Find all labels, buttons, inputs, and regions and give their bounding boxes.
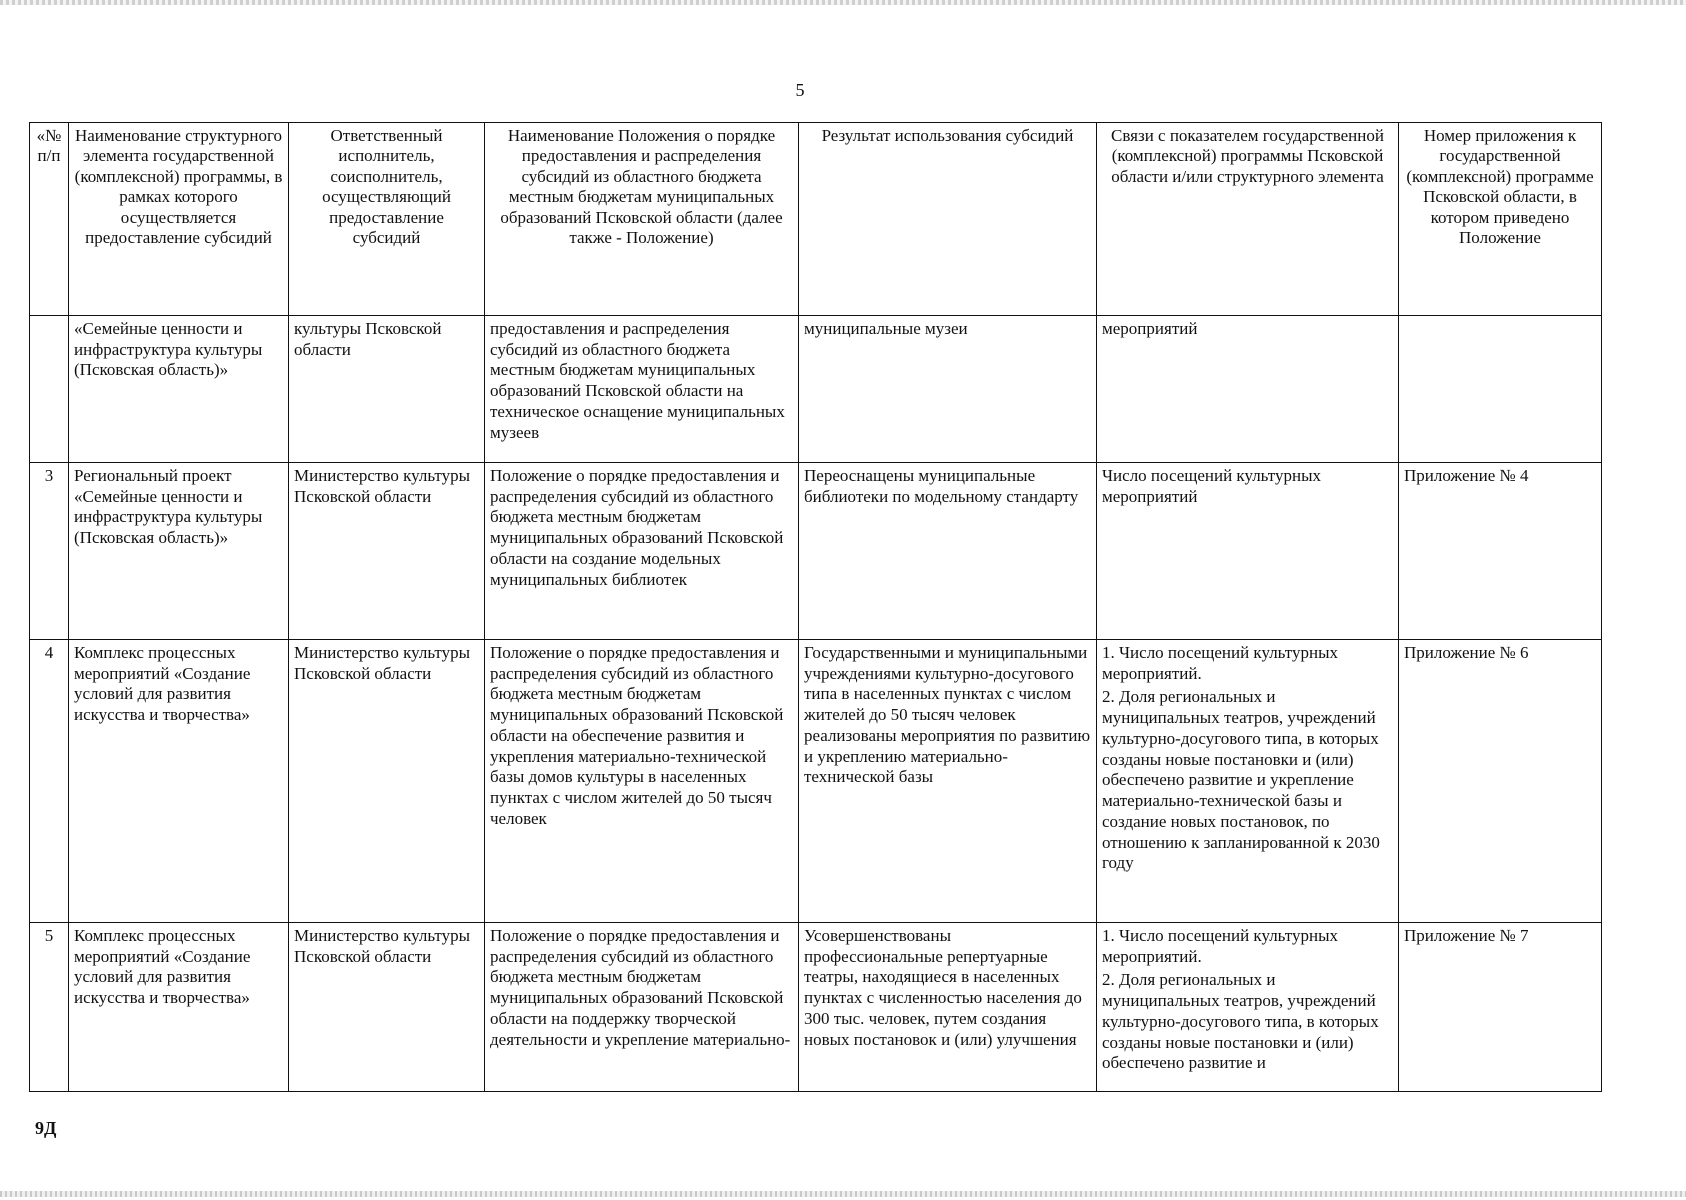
row-result: Усовершенствованы профессиональные репертуарные театры, находящиеся в населенных пунктах с численностью населения до 300 тыс. человек, путем создания новых постановок и (или) улучшения (799, 923, 1097, 1092)
header-executor: Ответственный исполнитель, соисполнитель, осуществляющий предоставление субсидий (289, 123, 485, 316)
row-number (30, 316, 69, 463)
row-links (1097, 923, 1399, 1092)
table-row (30, 463, 1602, 640)
row-links (1097, 316, 1399, 463)
row-appendix: Приложение № 6 (1399, 640, 1602, 923)
row-link-item: 2. Доля региональных и муниципальных театров, учреждений культурно-досугового типа, в которых созданы новые постановки и (или) обеспечено развитие и укрепление материально-технической базы и создание новых постановок, по отношению к запланированной к 2030 году (1102, 687, 1380, 873)
header-number: «№ п/п (30, 123, 69, 316)
row-number: 3 (30, 463, 69, 640)
scan-edge-bottom (0, 1191, 1686, 1197)
header-structural-element: Наименование структурного элемента государственной (комплексной) программы, в рамках которого осуществляется предоставление субсидий (69, 123, 289, 316)
table-row (30, 316, 1602, 463)
table-row (30, 923, 1602, 1092)
row-appendix (1399, 316, 1602, 463)
row-link-item: 1. Число посещений культурных мероприятий. (1102, 926, 1339, 966)
row-number: 4 (30, 640, 69, 923)
scan-edge-top (0, 0, 1686, 5)
table-row (30, 640, 1602, 923)
row-appendix: Приложение № 7 (1399, 923, 1602, 1092)
row-result: Переоснащены муниципальные библиотеки по модельному стандарту (799, 463, 1097, 640)
row-regulation: Положение о порядке предоставления и распределения субсидий из областного бюджета местным бюджетам муниципальных образований Псковской области на обеспечение развития и укрепления материально-технической базы домов культуры в населенных пунктах с числом жителей до 50 тысяч человек (485, 640, 799, 923)
row-executor: культуры Псковской области (289, 316, 485, 463)
row-link-item: Число посещений культурных мероприятий (1102, 466, 1322, 506)
row-element: «Семейные ценности и инфраструктура культуры (Псковская область)» (69, 316, 289, 463)
row-element: Комплекс процессных мероприятий «Создание условий для развития искусства и творчества» (69, 923, 289, 1092)
row-links (1097, 463, 1399, 640)
row-links (1097, 640, 1399, 923)
row-link-item: 1. Число посещений культурных мероприятий. (1102, 643, 1339, 683)
header-result: Результат использования субсидий (799, 123, 1097, 316)
row-result: Государственными и муниципальными учреждениями культурно-досугового типа в населенных пунктах с числом жителей до 50 тысяч человек реализованы мероприятия по развитию и укреплению материально-технической базы (799, 640, 1097, 923)
row-executor: Министерство культуры Псковской области (289, 463, 485, 640)
subsidies-table (29, 122, 1602, 1092)
header-appendix: Номер приложения к государственной (комплексной) программе Псковской области, в котором приведено Положение (1399, 123, 1602, 316)
row-number: 5 (30, 923, 69, 1092)
footer-code: 9Д (35, 1118, 57, 1138)
header-links: Связи с показателем государственной (комплексной) программы Псковской области и/или структурного элемента (1097, 123, 1399, 316)
row-regulation: Положение о порядке предоставления и распределения субсидий из областного бюджета местным бюджетам муниципальных образований Псковской области на поддержку творческой деятельности и укрепление материально- (485, 923, 799, 1092)
row-element: Региональный проект «Семейные ценности и инфраструктура культуры (Псковская область)» (69, 463, 289, 640)
row-executor: Министерство культуры Псковской области (289, 640, 485, 923)
row-element: Комплекс процессных мероприятий «Создание условий для развития искусства и творчества» (69, 640, 289, 923)
row-regulation: Положение о порядке предоставления и распределения субсидий из областного бюджета местным бюджетам муниципальных образований Псковской области на создание модельных муниципальных библиотек (485, 463, 799, 640)
row-regulation: предоставления и распределения субсидий из областного бюджета местным бюджетам муниципальных образований Псковской области на техническое оснащение муниципальных музеев (485, 316, 799, 463)
header-regulation: Наименование Положения о порядке предоставления и распределения субсидий из областного бюджета местным бюджетам муниципальных образований Псковской области (далее также - Положение) (485, 123, 799, 316)
table-header-row (30, 123, 1602, 316)
row-link-item: 2. Доля региональных и муниципальных театров, учреждений культурно-досугового типа, в которых созданы новые постановки и (или) обеспечено развитие и (1102, 970, 1379, 1073)
row-result: муниципальные музеи (799, 316, 1097, 463)
page-number: 5 (795, 80, 805, 100)
row-link-item: мероприятий (1102, 319, 1198, 338)
row-executor: Министерство культуры Псковской области (289, 923, 485, 1092)
row-appendix: Приложение № 4 (1399, 463, 1602, 640)
